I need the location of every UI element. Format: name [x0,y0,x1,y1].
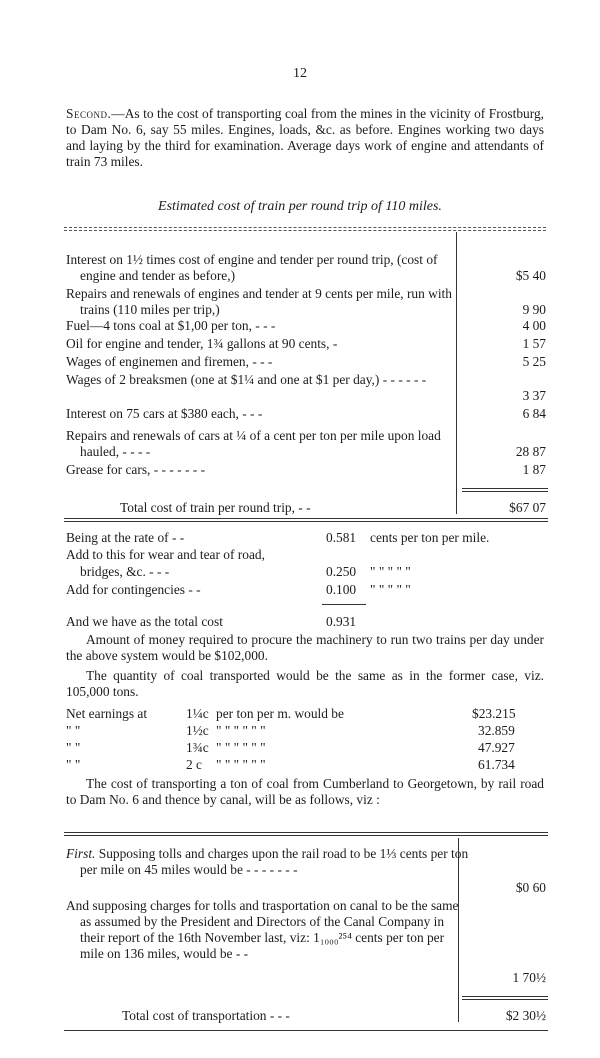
total-cost-value: 0.931 [326,614,357,629]
rate-unit: cents per ton per mile. [370,530,490,545]
rate-label: Being at the rate of - - [66,530,185,545]
cost-amount: 9 90 [522,302,546,317]
table-top-rule-2 [64,230,546,231]
cost-item: Oil for engine and tender, 1¾ gallons at 90 cents, - [66,336,338,351]
earnings-tail: " " " " " " [216,740,266,755]
earnings-tail: " " " " " " [216,723,266,738]
earnings-value: $23.215 [472,706,516,721]
cost-item: Fuel—4 tons coal at $1,00 per ton, - - - [66,318,276,333]
transport-bottom-rule [64,1030,548,1031]
transport-amount: 1 70½ [512,970,546,985]
earnings-lead: Net earnings at [66,706,148,721]
rate-label: bridges, &c. - - - [80,564,170,579]
cost-amount: 28 87 [515,444,546,459]
earnings-rate: 1¼c [186,706,209,721]
second-paragraph [66,106,544,170]
second-text: —As to the cost of transporting coal from the mines in the vicinity of Frostburg, to Dam No. 6, say 55 miles. Engines, loads, &c. as before. Engines working two days and laying by the third for examination. Average days work of engine and attendants of train 73 miles. [66,106,544,169]
cost-item: Interest on 1½ times cost of engine and tender per round trip, (cost of engine and tender as before,) [66,252,438,283]
cumberland-paragraph: The cost of transporting a ton of coal from Cumberland to Georgetown, by rail road to Dam No. 6 and thence by canal, will be as follows, viz : [66,776,544,807]
transport-item-lead: First. [66,846,96,861]
cost-item: Repairs and renewals of engines and tender at 9 cents per mile, run with trains (110 miles per trip,) [66,286,452,317]
cost-amount: $5 40 [515,268,546,283]
earnings-tail: " " " " " " [216,757,266,772]
earnings-tail: per ton per m. would be [216,706,344,721]
earnings-rate: 1½c [186,723,209,738]
earnings-value: 47.927 [478,740,515,755]
cost-item: Repairs and renewals of cars at ¼ of a cent per ton per mile upon load hauled, - - - - [66,428,441,459]
second-heading: Second. [66,106,112,121]
rate-unit: " " " " " [370,582,411,597]
total-transport-label: Total cost of transportation - - - [122,1008,290,1023]
transport-item-first [66,846,470,878]
estimate-title: Estimated cost of train per round trip of 110 miles. [158,199,442,214]
earnings-value: 61.734 [478,757,515,772]
subtotal-rule [462,488,548,489]
transport-item: And supposing charges for tolls and trasportation on canal to be the same as assumed by the President and Directors of the Canal Company in their report of the 16th November last, viz: 1₁₀₀₀²⁵⁴ cents per ton per mile on 136 miles, would be - - [66,898,459,961]
table-top-rule [64,227,546,228]
rate-sum-rule [322,604,366,605]
machinery-paragraph: Amount of money required to procure the machinery to run two trains per day under the above system would be $102,000. [66,632,544,663]
cost-amount: 6 84 [522,406,546,421]
earnings-value: 32.859 [478,723,515,738]
earnings-lead: " " [66,723,81,738]
cost-amount: 1 87 [522,462,546,477]
total-cost-label: And we have as the total cost [66,614,223,629]
rate-unit: " " " " " [370,564,411,579]
transport-item-label: Supposing tolls and charges upon the rail road to be 1⅓ cents per ton per mile on 45 miles would be - - - - - - - [80,846,469,877]
earnings-lead: " " [66,757,81,772]
cost-amount: 3 37 [522,388,546,403]
total-trip-amount: $67 07 [509,500,546,515]
table-bottom-rule [64,518,548,519]
cost-amount: 4 00 [522,318,546,333]
rate-label: Add to this for wear and tear of road, [66,547,265,562]
earnings-lead: " " [66,740,81,755]
cost-amount: 1 57 [522,336,546,351]
total-transport-amount: $2 30½ [505,1008,546,1023]
total-trip-label: Total cost of train per round trip, - - [120,500,311,515]
cost-item: Grease for cars, - - - - - - - [66,462,206,477]
rate-value: 0.100 [326,582,357,597]
quantity-paragraph: The quantity of coal transported would be the same as in the former case, viz. 105,000 tons. [66,668,544,699]
rate-value: 0.581 [326,530,357,545]
earnings-rate: 2 c [186,757,202,772]
rate-value: 0.250 [326,564,357,579]
cost-item: Wages of enginemen and firemen, - - - [66,354,273,369]
transport-top-rule [64,832,548,833]
transport-amount: $0 60 [515,880,546,895]
transport-top-rule-2 [64,835,548,836]
table-bottom-rule-2 [64,521,548,522]
page-number: 12 [293,66,307,81]
subtotal-rule-2 [462,491,548,492]
transport-sum-rule [462,996,548,997]
rate-label: Add for contingencies - - [66,582,201,597]
transport-sum-rule-2 [462,999,548,1000]
cost-item: Interest on 75 cars at $380 each, - - - [66,406,263,421]
earnings-rate: 1¾c [186,740,209,755]
cost-amount: 5 25 [522,354,546,369]
cost-item: Wages of 2 breaksmen (one at $1¼ and one at $1 per day,) - - - - - - [66,372,427,387]
